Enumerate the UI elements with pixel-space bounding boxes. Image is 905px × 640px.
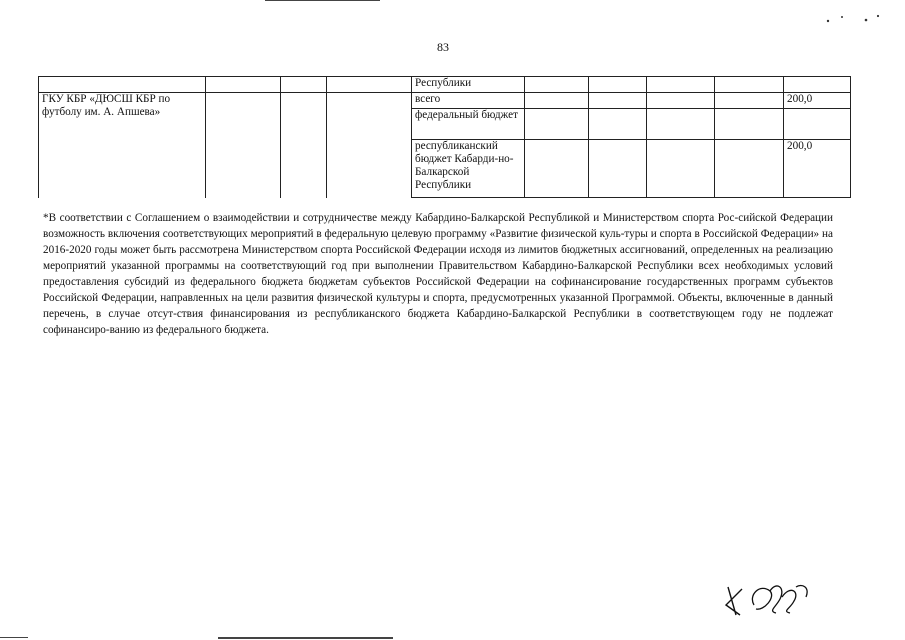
table-cell [525, 140, 589, 198]
value-cell [784, 109, 851, 140]
table-cell [715, 77, 784, 93]
scan-artifact-top [265, 0, 380, 1]
funding-source-cell: Республики [412, 77, 525, 93]
scan-artifact-bottom [218, 637, 393, 639]
table-cell [647, 77, 715, 93]
value-cell: 200,0 [784, 140, 851, 198]
funding-source-cell: всего [412, 93, 525, 109]
budget-table [38, 76, 851, 198]
table-cell [589, 140, 647, 198]
funding-source-cell: федеральный бюджет [412, 109, 525, 140]
table-cell [647, 140, 715, 198]
table-cell [589, 77, 647, 93]
table-cell [647, 93, 715, 109]
table-cell [39, 77, 206, 93]
table-cell [327, 93, 412, 198]
table-row [39, 77, 851, 93]
table-cell [589, 93, 647, 109]
table-cell [281, 77, 327, 93]
table-row [39, 93, 851, 109]
handwritten-signature [720, 575, 820, 623]
table-cell [206, 93, 281, 198]
scan-artifact-bottom-left [0, 637, 28, 638]
footnote-text: *В соответствии с Соглашением о взаимодействии и сотрудничестве между Кабардино-Балкарской Республикой и Министерством спорта Рос-сийской Федерации возможность включения соответствующих мероприятий в федеральную целевую программу «Развитие физической куль-туры и спорта в Российской Федерации» на 2016-2020 годы может быть рассмотрена Министерством спорта Российской Федерации исходя из лимитов бюджетных ассигнований, определенных на реализацию мероприятий указанной программы на соответствующий год при выполнении Правительством Кабардино-Балкарской Республики всех необходимых условий предоставления субсидий из федерального бюджета бюджетам субъектов Российской Федерации на софинансирование государственных программ субъектов Российской Федерации, направленных на цели развития физической культуры и спорта, предусмотренных указанной Программой. Объекты, включенные в данный перечень, в случае отсут-ствия финансирования из республиканского бюджета Кабардино-Балкарской Республики в соответствующем году не подлежат софинансиро-ванию из федерального бюджета. [43, 212, 833, 336]
page-number: 83 [437, 40, 449, 54]
table-cell [784, 77, 851, 93]
scan-specks [818, 12, 888, 26]
value-cell: 200,0 [784, 93, 851, 109]
entity-name-cell: ГКУ КБР «ДЮСШ КБР по футболу им. А. Апшева» [39, 93, 206, 198]
table-cell [715, 140, 784, 198]
table-cell [525, 93, 589, 109]
funding-source-cell: республиканский бюджет Кабарди-но-Балкарской Республики [412, 140, 525, 198]
table-cell [525, 109, 589, 140]
table-cell [715, 109, 784, 140]
table-cell [525, 77, 589, 93]
table-cell [281, 93, 327, 198]
table-cell [206, 77, 281, 93]
table-cell [647, 109, 715, 140]
table-cell [327, 77, 412, 93]
table-cell [589, 109, 647, 140]
table-cell [715, 93, 784, 109]
